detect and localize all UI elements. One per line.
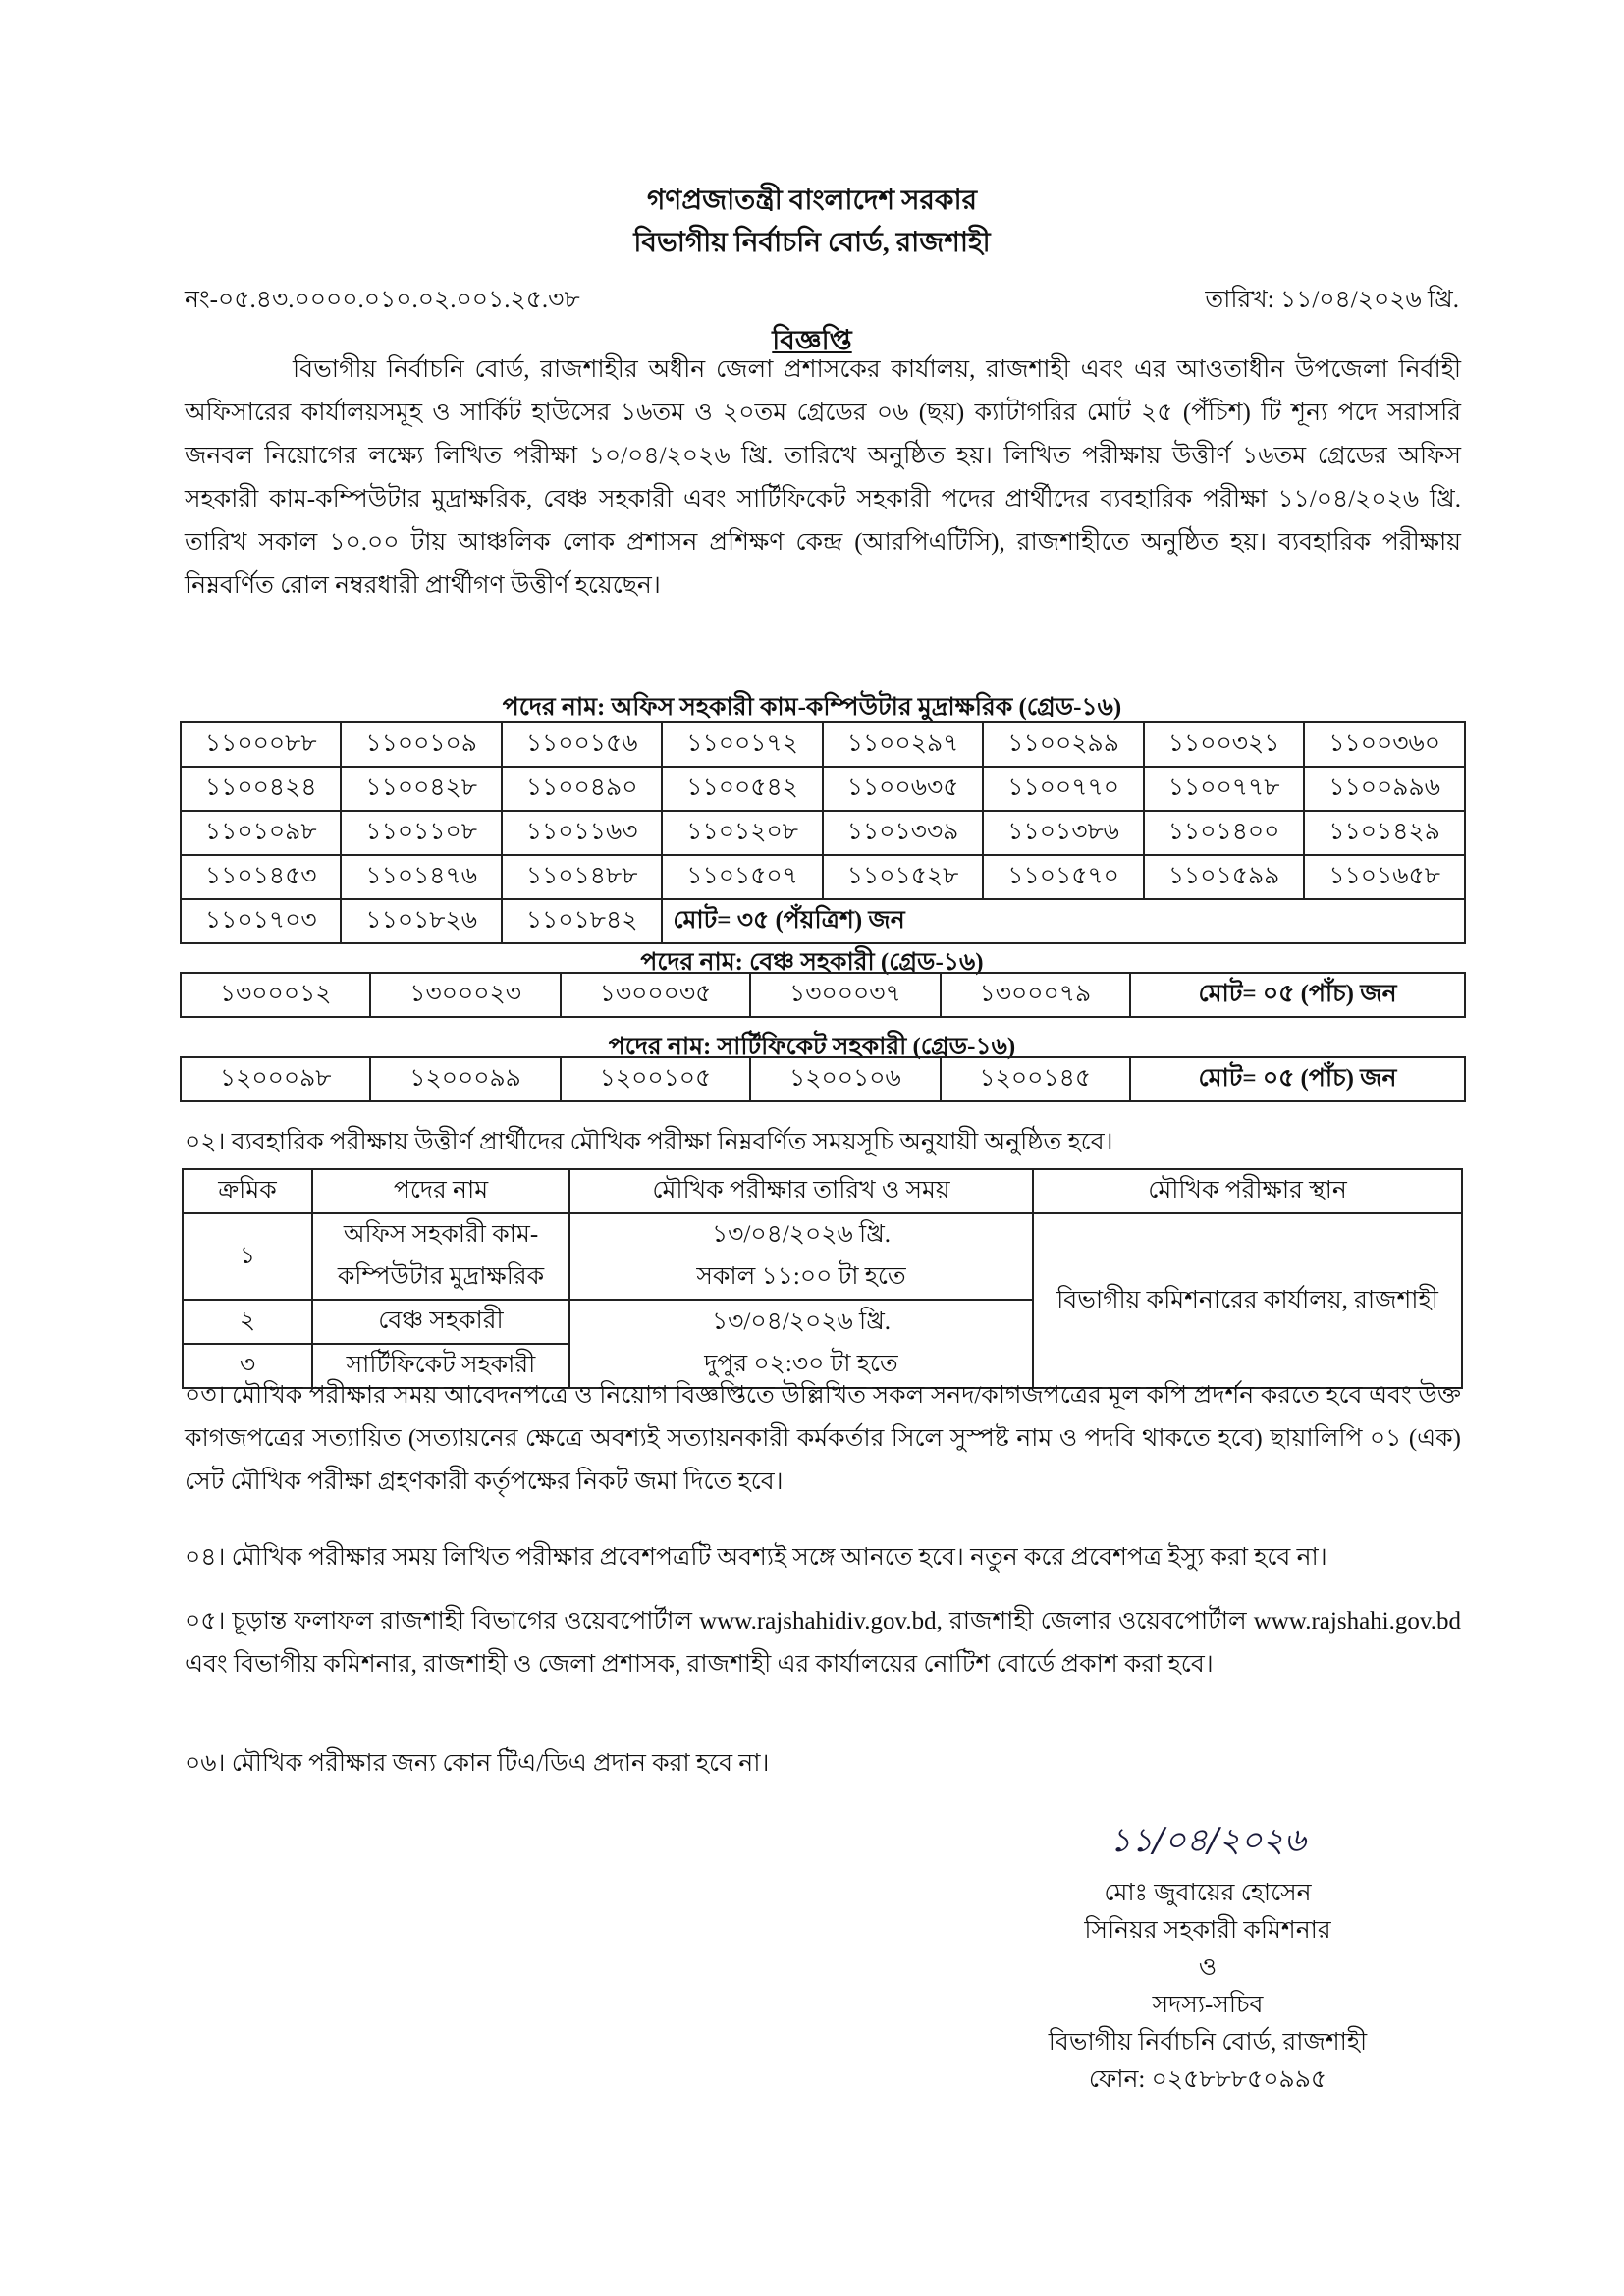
signature-block <box>982 1796 1434 2099</box>
conjunction: ও <box>1198 1954 1218 1981</box>
roll-number: ১১০১৫৭০ <box>983 855 1144 899</box>
roll-number: ১১০১৬৫৮ <box>1304 855 1465 899</box>
post1-roll-table <box>180 721 1466 944</box>
roll-number: ১১০০৩৬০ <box>1304 722 1465 767</box>
roll-number: ১১০১৪৮৮ <box>502 855 662 899</box>
post-name: অফিস সহকারী কাম-কম্পিউটার মুদ্রাক্ষরিক <box>312 1213 569 1300</box>
signatory-name: মোঃ জুবায়ের হোসেন <box>1104 1880 1312 1906</box>
reference-number: নং-০৫.৪৩.০০০০.০১০.০২.০০১.২৫.৩৮ <box>185 287 580 313</box>
roll-number: ১১০০২৯৭ <box>823 722 983 767</box>
paragraph-03: ০৩। মৌখিক পরীক্ষার সময় আবেদনপত্রে ও নিয়োগ বিজ্ঞপ্তিতে উল্লিখিত সকল সনদ/কাগজপত্রের মূল কপি প্রদর্শন করতে হবে এবং উক্ত কাগজপত্রের সত্যায়িত (সত্যায়নের ক্ষেত্রে অবশ্যই সত্যায়নকারী কর্মকর্তার সিলে সুস্পষ্ট নাম ও পদবি থাকতে হবে) ছায়ালিপি ০১ (এক) সেট মৌখিক পরীক্ষা গ্রহণকারী কর্তৃপক্ষের নিকট জমা দিতে হবে। <box>185 1382 1461 1495</box>
roll-number: ১১০০১৭২ <box>662 722 822 767</box>
date: ১৩/০৪/২০২৬ খ্রি. <box>711 1308 892 1335</box>
designation-2: সদস্য-সচিব <box>1152 1992 1264 2018</box>
roll-number: ১১০১১৬৩ <box>502 811 662 855</box>
roll-number: ১১০১৩৩৯ <box>823 811 983 855</box>
govt-title: গণপ্রজাতন্ত্রী বাংলাদেশ সরকার <box>646 186 978 216</box>
roll-number: ১৩০০০২৩ <box>370 973 560 1017</box>
roll-number: ১১০০৭৭০ <box>983 767 1144 811</box>
roll-number: ১১০০৩২১ <box>1144 722 1304 767</box>
total-count: মোট= ০৫ (পাঁচ) জন <box>1130 1057 1465 1101</box>
roll-number: ১১০১৭০৩ <box>181 899 341 943</box>
roll-number: ১৩০০০১২ <box>181 973 370 1017</box>
roll-number: ১১০১১০৮ <box>341 811 501 855</box>
roll-number: ১১০১৪০০ <box>1144 811 1304 855</box>
col-serial: ক্রমিক <box>183 1169 312 1213</box>
roll-number: ১১০০২৯৯ <box>983 722 1144 767</box>
venue: বিভাগীয় কমিশনারের কার্যালয়, রাজশাহী <box>1033 1213 1462 1388</box>
viva-schedule-table <box>182 1168 1463 1389</box>
datetime <box>569 1213 1033 1300</box>
roll-number: ১১০০৪২৪ <box>181 767 341 811</box>
table-row <box>181 1057 1465 1101</box>
total-count: মোট= ০৫ (পাঁচ) জন <box>1130 973 1465 1017</box>
roll-number: ১৩০০০৩৭ <box>750 973 940 1017</box>
roll-number: ১১০১৩৮৬ <box>983 811 1144 855</box>
col-datetime: মৌখিক পরীক্ষার তারিখ ও সময় <box>569 1169 1033 1213</box>
roll-number: ১২০০০৯৯ <box>370 1057 560 1101</box>
roll-number: ১১০০১০৯ <box>341 722 501 767</box>
post-name: বেঞ্চ সহকারী <box>312 1300 569 1344</box>
roll-number: ১১০০৯৯৬ <box>1304 767 1465 811</box>
roll-number: ১১০১৪৫৩ <box>181 855 341 899</box>
roll-number: ১১০০৫৪২ <box>662 767 822 811</box>
roll-number: ১১০১২০৮ <box>662 811 822 855</box>
serial: ৩ <box>183 1344 312 1388</box>
roll-number: ১১০১০৯৮ <box>181 811 341 855</box>
roll-number: ১২০০০৯৮ <box>181 1057 370 1101</box>
roll-number: ১২০০১০৫ <box>561 1057 750 1101</box>
notice-date: তারিখ: ১১/০৪/২০২৬ খ্রি. <box>1205 287 1459 313</box>
col-venue: মৌখিক পরীক্ষার স্থান <box>1033 1169 1462 1213</box>
table-row <box>181 855 1465 899</box>
roll-number: ১১০০১৫৬ <box>502 722 662 767</box>
table-row <box>181 973 1465 1017</box>
roll-number: ১২০০১৪৫ <box>941 1057 1130 1101</box>
paragraph-05: ০৫। চূড়ান্ত ফলাফল রাজশাহী বিভাগের ওয়েবপোর্টাল www.rajshahidiv.gov.bd, রাজশাহী জেলার ওয়েবপোর্টাল www.rajshahi.gov.bd এবং বিভাগীয় কমিশনার, রাজশাহী ও জেলা প্রশাসক, রাজশাহী এর কার্যালয়ের নোটিশ বোর্ডে প্রকাশ করা হবে। <box>185 1608 1461 1678</box>
handwritten-signature: ১১/০৪/২০২৬ <box>1110 1821 1306 1860</box>
roll-number: ১২০০১০৬ <box>750 1057 940 1101</box>
roll-number: ১৩০০০৩৫ <box>561 973 750 1017</box>
col-post: পদের নাম <box>312 1169 569 1213</box>
post2-roll-table <box>180 972 1466 1018</box>
table-row <box>181 722 1465 767</box>
table-row <box>181 899 1465 943</box>
post-name: সার্টিফিকেট সহকারী <box>312 1344 569 1388</box>
notice-title: বিজ্ঞপ্তি <box>772 326 852 356</box>
roll-number: ১১০১৪৭৬ <box>341 855 501 899</box>
post3-roll-table <box>180 1056 1466 1102</box>
board-title: বিভাগীয় নির্বাচনি বোর্ড, রাজশাহী <box>633 228 991 258</box>
paragraph-06: ০৬। মৌখিক পরীক্ষার জন্য কোন টিএ/ডিএ প্রদান করা হবে না। <box>185 1750 770 1777</box>
post2-title: পদের নাম: বেঞ্চ সহকারী (গ্রেড-১৬) <box>640 949 984 976</box>
serial: ২ <box>183 1300 312 1344</box>
roll-number: ১১০০৪৯০ <box>502 767 662 811</box>
roll-number: ১১০১৫৯৯ <box>1144 855 1304 899</box>
office: বিভাগীয় নির্বাচনি বোর্ড, রাজশাহী <box>1048 2029 1368 2056</box>
post3-title: পদের নাম: সার্টিফিকেট সহকারী (গ্রেড-১৬) <box>608 1034 1016 1060</box>
roll-number: ১১০০৪২৮ <box>341 767 501 811</box>
roll-number: ১১০১৮৪২ <box>502 899 662 943</box>
time: দুপুর ০২:৩০ টা হতে <box>704 1351 898 1377</box>
designation: সিনিয়র সহকারী কমিশনার <box>1084 1917 1331 1944</box>
phone: ফোন: ০২৫৮৮৮৫০৯৯৫ <box>1088 2066 1327 2093</box>
roll-number: ১১০১৫২৮ <box>823 855 983 899</box>
time: সকাল ১১:০০ টা হতে <box>696 1263 906 1290</box>
serial: ১ <box>183 1213 312 1300</box>
roll-number: ১১০০৬৩৫ <box>823 767 983 811</box>
roll-number: ১১০০০৮৮ <box>181 722 341 767</box>
roll-number: ১১০১৪২৯ <box>1304 811 1465 855</box>
table-row <box>181 767 1465 811</box>
paragraph-02: ০২। ব্যবহারিক পরীক্ষায় উত্তীর্ণ প্রার্থীদের মৌখিক পরীক্ষা নিম্নবর্ণিত সময়সূচি অনুযায়ী অনুষ্ঠিত হবে। <box>185 1129 1113 1155</box>
roll-number: ১১০০৭৭৮ <box>1144 767 1304 811</box>
roll-number: ১১০১৫০৭ <box>662 855 822 899</box>
table-row <box>183 1213 1462 1300</box>
post1-title: পদের নাম: অফিস সহকারী কাম-কম্পিউটার মুদ্রাক্ষরিক (গ্রেড-১৬) <box>502 694 1122 721</box>
date: ১৩/০৪/২০২৬ খ্রি. <box>711 1221 892 1248</box>
paragraph-04: ০৪। মৌখিক পরীক্ষার সময় লিখিত পরীক্ষার প্রবেশপত্রটি অবশ্যই সঙ্গে আনতে হবে। নতুন করে প্রবেশপত্র ইস্যু করা হবে না। <box>185 1544 1327 1571</box>
roll-number: ১১০১৮২৬ <box>341 899 501 943</box>
intro-paragraph: বিভাগীয় নির্বাচনি বোর্ড, রাজশাহীর অধীন জেলা প্রশাসকের কার্যালয়, রাজশাহী এবং এর আওতাধীন উপজেলা নির্বাহী অফিসারের কার্যালয়সমূহ ও সার্কিট হাউসের ১৬তম ও ২০তম গ্রেডের ০৬ (ছয়) ক্যাটাগরির মোট ২৫ (পঁচিশ) টি শূন্য পদে সরাসরি জনবল নিয়োগের লক্ষ্যে লিখিত পরীক্ষা ১০/০৪/২০২৬ খ্রি. তারিখে অনুষ্ঠিত হয়। লিখিত পরীক্ষায় উত্তীর্ণ ১৬তম গ্রেডের অফিস সহকারী কাম-কম্পিউটার মুদ্রাক্ষরিক, বেঞ্চ সহকারী এবং সার্টিফিকেট সহকারী পদের প্রার্থীদের ব্যবহারিক পরীক্ষা ১১/০৪/২০২৬ খ্রি. তারিখ সকাল ১০.০০ টায় আঞ্চলিক লোক প্রশাসন প্রশিক্ষণ কেন্দ্র (আরপিএটিসি), রাজশাহীতে অনুষ্ঠিত হয়। ব্যবহারিক পরীক্ষায় নিম্নবর্ণিত রোল নম্বরধারী প্রার্থীগণ উত্তীর্ণ হয়েছেন। <box>185 356 1461 599</box>
table-row <box>181 811 1465 855</box>
roll-number: ১৩০০০৭৯ <box>941 973 1130 1017</box>
total-count: মোট= ৩৫ (পঁয়ত্রিশ) জন <box>662 899 1465 943</box>
